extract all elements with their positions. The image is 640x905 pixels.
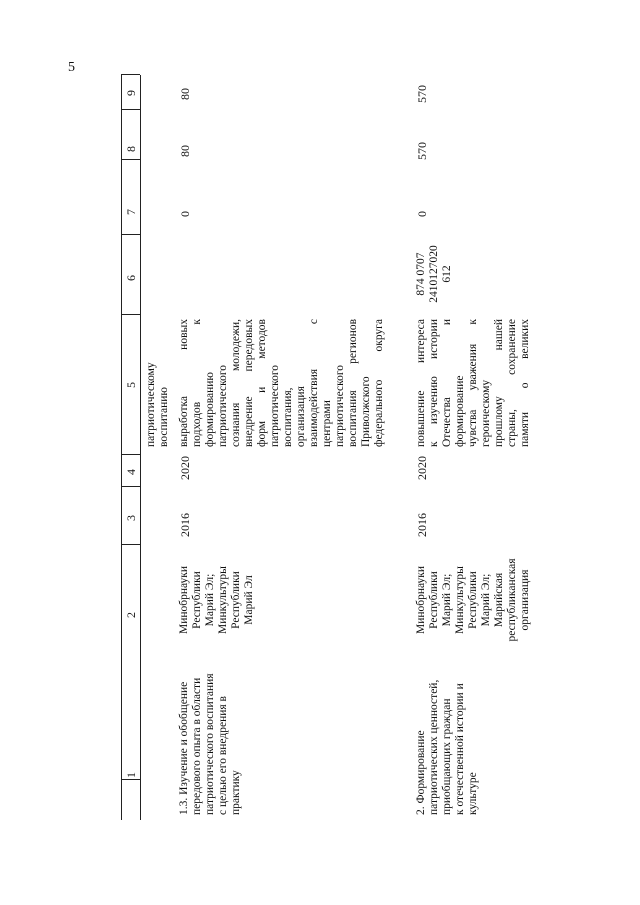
text-line: подходов к: [191, 319, 203, 447]
header-col-6: 6: [124, 275, 138, 281]
row1-measure: [178, 650, 243, 815]
text-line: воспитания регионов: [347, 319, 359, 447]
header-sep: [121, 486, 140, 487]
text-line: к отечественной истории и: [454, 683, 466, 815]
text-line: 1.3. Изучение и обобщение: [178, 681, 190, 815]
text-line: 2. Формирование: [415, 730, 427, 815]
text-line: героическому: [480, 379, 492, 447]
text-line: чувства уважения к: [467, 319, 479, 447]
text-line: Марий Эл;: [204, 573, 216, 627]
text-line: Республики: [191, 571, 203, 629]
text-line: страны, сохранение: [506, 319, 518, 447]
continuation-line: патриотическому: [145, 362, 157, 447]
text-line: Марий Эл;: [441, 573, 453, 627]
text-line: прошлому нашей: [493, 319, 505, 447]
text-line: к изучению истории: [428, 319, 440, 447]
header-sep: [121, 314, 140, 315]
row1-executor: [178, 550, 256, 650]
row2-col7: 0: [415, 211, 429, 217]
text-line: Отечества и: [441, 319, 453, 447]
header-col-2: 2: [124, 612, 138, 618]
text-line: формированию: [204, 372, 216, 447]
text-line: организация: [295, 386, 307, 447]
text-line: Минобрнауки: [178, 565, 190, 635]
header-col-7: 7: [124, 209, 138, 215]
text-line: патриотического: [217, 364, 229, 447]
continuation-text: [145, 362, 171, 447]
text-line: федерального округа: [373, 319, 385, 447]
row1-col9: 80: [178, 88, 192, 100]
text-line: с целью его внедрения в: [217, 696, 229, 815]
text-line: организация: [519, 569, 531, 631]
text-line: 2410127020: [428, 245, 440, 303]
header-col-1: 1: [124, 772, 138, 778]
row1-col8: 80: [178, 145, 192, 157]
text-line: культуре: [467, 772, 479, 815]
row2-measure: [415, 650, 480, 815]
text-line: повышение интереса: [415, 319, 427, 447]
text-line: 874 0707: [415, 252, 427, 296]
text-line: Марийская: [493, 572, 505, 628]
text-line: практику: [230, 770, 242, 815]
text-line: выработка новых: [178, 319, 190, 447]
header-sep: [121, 544, 140, 545]
header-col-5: 5: [124, 382, 138, 388]
text-line: приобщающих граждан: [441, 698, 453, 815]
text-line: республиканская: [506, 558, 518, 642]
header-col-9: 9: [124, 90, 138, 96]
header-end-rule: [121, 74, 140, 75]
text-line: патриотического: [269, 364, 281, 447]
header-sep: [121, 159, 140, 160]
text-line: Республики: [428, 571, 440, 629]
row1-end-year: 2020: [178, 456, 192, 480]
text-line: патриотических ценностей,: [428, 679, 440, 815]
header-col-8: 8: [124, 146, 138, 152]
text-line: форм и методов: [256, 319, 268, 447]
text-line: внедрение передовых: [243, 319, 255, 447]
text-line: формирование: [454, 375, 466, 447]
header-col-3: 3: [124, 515, 138, 521]
text-line: воспитания,: [282, 387, 294, 447]
row2-col8: 570: [415, 142, 429, 160]
text-line: передового опыта в области: [191, 677, 203, 815]
text-line: 612: [441, 265, 453, 283]
row1-col7: 0: [178, 211, 192, 217]
text-line: Минкультуры: [454, 566, 466, 634]
row1-result: [178, 319, 386, 447]
row2-executor: [415, 550, 532, 650]
row2-result: [415, 319, 532, 447]
row2-col9: 570: [415, 85, 429, 103]
text-line: Республики: [230, 571, 242, 629]
continuation-line: воспитанию: [158, 387, 170, 447]
text-line: патриотического: [334, 364, 346, 447]
header-sep: [121, 234, 140, 235]
header-sep: [121, 454, 140, 455]
text-line: патриотического воспитания: [204, 673, 216, 815]
text-line: Марий Эл;: [480, 573, 492, 627]
header-sep: [121, 109, 140, 110]
text-line: центрами: [321, 400, 333, 447]
row2-start-year: 2016: [415, 513, 429, 537]
text-line: Республики: [467, 571, 479, 629]
row2-end-year: 2020: [415, 456, 429, 480]
text-line: Минобрнауки: [415, 565, 427, 635]
text-line: Марий Эл: [243, 575, 255, 625]
row1-start-year: 2016: [178, 513, 192, 537]
header-bottom-rule: [140, 75, 141, 820]
header-col-4: 4: [124, 469, 138, 475]
page-number: 5: [68, 60, 75, 75]
text-line: Приволжского: [360, 376, 372, 447]
text-line: взаимодействия с: [308, 319, 320, 447]
row2-budget-code: [415, 239, 454, 309]
text-line: Минкультуры: [217, 566, 229, 634]
text-line: памяти о великих: [519, 319, 531, 447]
table-top-rule: [121, 75, 122, 820]
text-line: сознания молодежи,: [230, 319, 242, 447]
